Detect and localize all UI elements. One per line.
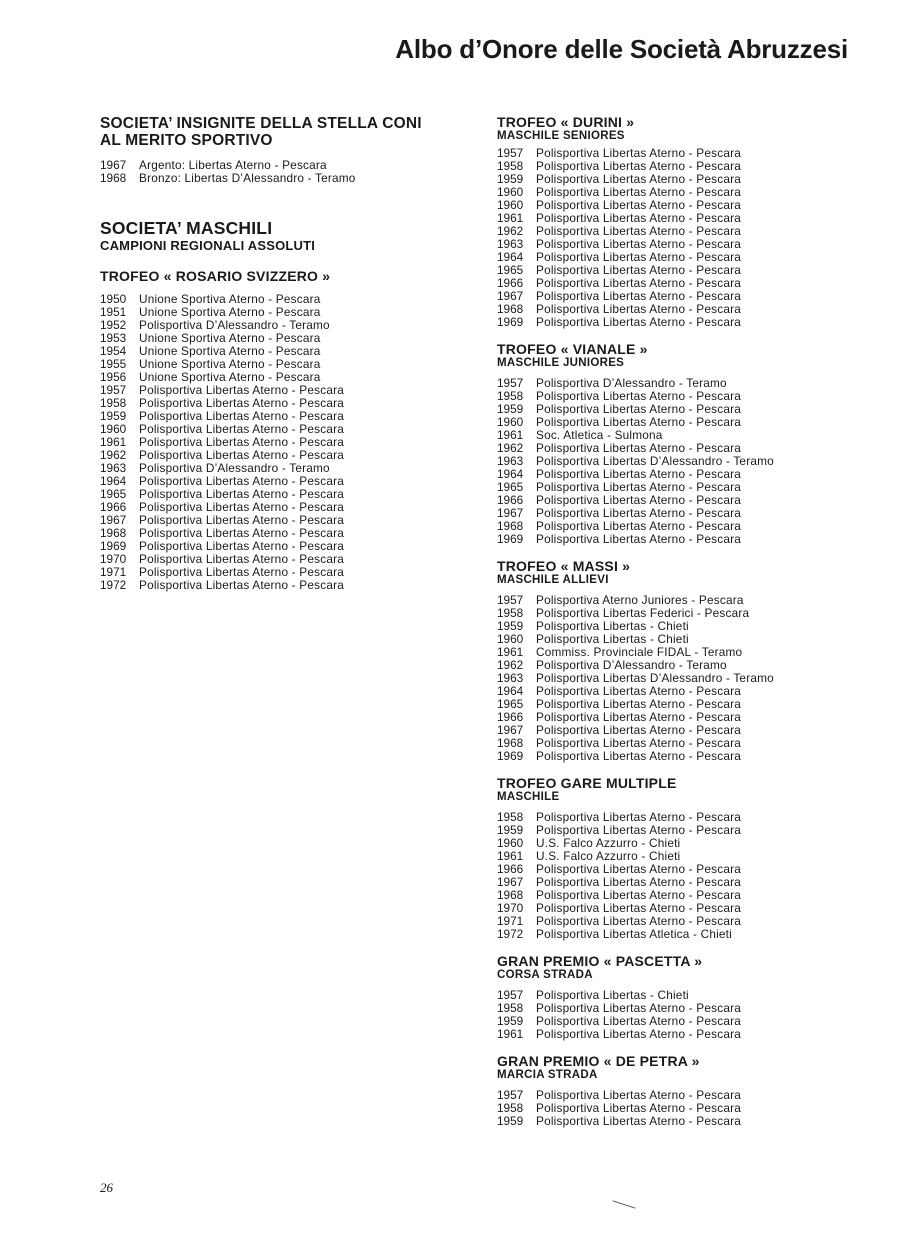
entry-year: 1950 bbox=[100, 292, 127, 306]
entry-year: 1955 bbox=[100, 357, 127, 371]
entry-text: Polisportiva Libertas Aterno - Pescara bbox=[536, 710, 741, 724]
entry-year: 1963 bbox=[497, 671, 524, 685]
entry-year: 1960 bbox=[497, 632, 524, 646]
section-subtitle: MASCHILE bbox=[497, 791, 560, 803]
entry-text: Polisportiva Libertas Aterno - Pescara bbox=[139, 396, 344, 410]
entry-year: 1961 bbox=[497, 849, 524, 863]
entry-year: 1963 bbox=[497, 454, 524, 468]
entry-text: Polisportiva Libertas Aterno - Pescara bbox=[536, 532, 741, 546]
entry-year: 1960 bbox=[497, 185, 524, 199]
entry-text: Polisportiva Libertas Aterno - Pescara bbox=[536, 159, 741, 173]
entry-text: Polisportiva Libertas Aterno - Pescara bbox=[536, 480, 741, 494]
entry-text: Polisportiva Libertas Aterno - Pescara bbox=[536, 1014, 741, 1028]
entry-year: 1965 bbox=[497, 263, 524, 277]
entry-year: 1965 bbox=[497, 480, 524, 494]
section-societa-maschili bbox=[100, 219, 460, 253]
section-stella-coni bbox=[100, 115, 460, 185]
entry-year: 1952 bbox=[100, 318, 127, 332]
section-title: GRAN PREMIO « DE PETRA » bbox=[497, 1053, 700, 1069]
list-item bbox=[100, 579, 460, 592]
section-subtitle: CAMPIONI REGIONALI ASSOLUTI bbox=[100, 238, 316, 253]
entry-text: Polisportiva Libertas Aterno - Pescara bbox=[536, 276, 741, 290]
entry-text: Polisportiva Libertas Aterno - Pescara bbox=[536, 146, 741, 160]
entry-text: Polisportiva Libertas Aterno - Pescara bbox=[536, 914, 741, 928]
list-item bbox=[497, 928, 837, 941]
section-trofeo-svizzero bbox=[100, 269, 460, 592]
entry-text: Polisportiva Libertas Aterno - Pescara bbox=[536, 224, 741, 238]
list-item bbox=[497, 316, 837, 329]
entry-text: Polisportiva Libertas Aterno - Pescara bbox=[536, 415, 741, 429]
section-gran-premio-pascetta bbox=[497, 954, 837, 1041]
entry-text: Polisportiva Libertas Aterno - Pescara bbox=[536, 875, 741, 889]
section-title: SOCIETA’ MASCHILI bbox=[100, 218, 273, 238]
entry-year: 1959 bbox=[497, 172, 524, 186]
entry-year: 1970 bbox=[497, 901, 524, 915]
entry-text: Polisportiva Libertas - Chieti bbox=[536, 632, 689, 646]
entry-year: 1971 bbox=[100, 565, 127, 579]
entry-year: 1957 bbox=[100, 383, 127, 397]
entry-year: 1967 bbox=[100, 158, 127, 172]
entry-text: U.S. Falco Azzurro - Chieti bbox=[536, 836, 681, 850]
entry-text: Polisportiva Libertas Aterno - Pescara bbox=[536, 749, 741, 763]
entry-text: Polisportiva Libertas Aterno - Pescara bbox=[536, 888, 741, 902]
entry-year: 1951 bbox=[100, 305, 127, 319]
entry-year: 1969 bbox=[497, 532, 524, 546]
entry-year: 1962 bbox=[497, 658, 524, 672]
entry-text: Polisportiva Libertas D’Alessandro - Teramo bbox=[536, 671, 774, 685]
entry-year: 1967 bbox=[497, 289, 524, 303]
entry-year: 1958 bbox=[497, 1001, 524, 1015]
entry-text: Polisportiva Libertas Aterno - Pescara bbox=[536, 823, 741, 837]
entry-text: Polisportiva Libertas Aterno - Pescara bbox=[536, 493, 741, 507]
entry-text: Polisportiva Libertas Aterno - Pescara bbox=[536, 289, 741, 303]
entry-text: Polisportiva Libertas Aterno - Pescara bbox=[139, 552, 344, 566]
section-trofeo-gare-multiple bbox=[497, 776, 837, 941]
entry-year: 1966 bbox=[497, 276, 524, 290]
entry-list bbox=[497, 811, 837, 941]
entry-year: 1968 bbox=[497, 519, 524, 533]
entry-text: Polisportiva D’Alessandro - Teramo bbox=[536, 658, 727, 672]
entry-text: Unione Sportiva Aterno - Pescara bbox=[139, 344, 321, 358]
entry-text: Polisportiva D’Alessandro - Teramo bbox=[139, 461, 330, 475]
entry-year: 1963 bbox=[100, 461, 127, 475]
section-subtitle: CORSA STRADA bbox=[497, 969, 593, 981]
entry-text: Unione Sportiva Aterno - Pescara bbox=[139, 305, 321, 319]
entry-year: 1964 bbox=[497, 684, 524, 698]
entry-year: 1960 bbox=[497, 836, 524, 850]
entry-text: Polisportiva Libertas Aterno - Pescara bbox=[536, 402, 741, 416]
entry-text: Polisportiva Libertas Aterno - Pescara bbox=[139, 500, 344, 514]
entry-year: 1967 bbox=[100, 513, 127, 527]
entry-text: Polisportiva Libertas Aterno - Pescara bbox=[536, 263, 741, 277]
entry-text: Polisportiva Libertas Aterno - Pescara bbox=[139, 565, 344, 579]
entry-text: Polisportiva Libertas Aterno - Pescara bbox=[139, 422, 344, 436]
entry-text: Bronzo: Libertas D’Alessandro - Teramo bbox=[139, 171, 356, 185]
entry-text: Argento: Libertas Aterno - Pescara bbox=[139, 158, 327, 172]
entry-year: 1958 bbox=[497, 810, 524, 824]
section-subtitle: MASCHILE JUNIORES bbox=[497, 357, 625, 369]
entry-year: 1957 bbox=[497, 593, 524, 607]
entry-year: 1967 bbox=[497, 723, 524, 737]
entry-year: 1958 bbox=[100, 396, 127, 410]
list-item bbox=[497, 1028, 837, 1041]
entry-year: 1961 bbox=[497, 211, 524, 225]
entry-text: Polisportiva Libertas Aterno - Pescara bbox=[536, 198, 741, 212]
entry-list bbox=[497, 1089, 837, 1128]
section-title: TROFEO « DURINI » bbox=[497, 114, 635, 130]
entry-text: Polisportiva D’Alessandro - Teramo bbox=[536, 376, 727, 390]
entry-text: Polisportiva Libertas Aterno - Pescara bbox=[536, 862, 741, 876]
entry-year: 1959 bbox=[497, 1114, 524, 1128]
entry-text: Polisportiva Libertas Aterno - Pescara bbox=[536, 211, 741, 225]
section-trofeo-massi bbox=[497, 559, 837, 763]
entry-text: Polisportiva Libertas Aterno - Pescara bbox=[139, 539, 344, 553]
entry-text: Polisportiva Libertas Aterno - Pescara bbox=[536, 684, 741, 698]
entry-text: Polisportiva Libertas Aterno - Pescara bbox=[536, 1088, 741, 1102]
entry-text: Polisportiva Libertas Atletica - Chieti bbox=[536, 927, 732, 941]
entry-year: 1972 bbox=[497, 927, 524, 941]
entry-text: Polisportiva Libertas Aterno - Pescara bbox=[536, 1101, 741, 1115]
entry-year: 1966 bbox=[497, 710, 524, 724]
entry-text: Soc. Atletica - Sulmona bbox=[536, 428, 663, 442]
entry-year: 1969 bbox=[497, 749, 524, 763]
entry-year: 1959 bbox=[100, 409, 127, 423]
page-title: Albo d’Onore delle Società Abruzzesi bbox=[395, 34, 848, 64]
entry-year: 1968 bbox=[100, 526, 127, 540]
entry-text: Unione Sportiva Aterno - Pescara bbox=[139, 292, 321, 306]
section-title-line2: AL MERITO SPORTIVO bbox=[100, 132, 273, 149]
entry-text: Polisportiva Libertas Aterno - Pescara bbox=[139, 578, 344, 592]
entry-text: Polisportiva Libertas Aterno - Pescara bbox=[139, 448, 344, 462]
entry-year: 1968 bbox=[497, 736, 524, 750]
entry-year: 1967 bbox=[497, 875, 524, 889]
entry-text: Polisportiva Aterno Juniores - Pescara bbox=[536, 593, 744, 607]
entry-text: Polisportiva Libertas Aterno - Pescara bbox=[139, 513, 344, 527]
entry-year: 1957 bbox=[497, 376, 524, 390]
entry-year: 1963 bbox=[497, 237, 524, 251]
entry-year: 1958 bbox=[497, 159, 524, 173]
entry-year: 1962 bbox=[497, 224, 524, 238]
section-title: TROFEO « VIANALE » bbox=[497, 341, 648, 357]
entry-year: 1960 bbox=[100, 422, 127, 436]
entry-text: Polisportiva Libertas Aterno - Pescara bbox=[536, 1027, 741, 1041]
entry-text: Polisportiva Libertas Aterno - Pescara bbox=[536, 315, 741, 329]
entry-year: 1968 bbox=[497, 302, 524, 316]
entry-year: 1969 bbox=[497, 315, 524, 329]
right-column bbox=[497, 115, 837, 1138]
entry-text: Polisportiva Libertas - Chieti bbox=[536, 619, 689, 633]
entry-list bbox=[497, 377, 837, 546]
entry-year: 1959 bbox=[497, 402, 524, 416]
entry-text: Polisportiva Libertas Aterno - Pescara bbox=[536, 1114, 741, 1128]
entry-list bbox=[100, 159, 460, 185]
entry-text: Polisportiva Libertas Aterno - Pescara bbox=[536, 810, 741, 824]
entry-year: 1968 bbox=[100, 171, 127, 185]
entry-text: Polisportiva Libertas Aterno - Pescara bbox=[536, 901, 741, 915]
section-trofeo-durini bbox=[497, 115, 837, 329]
entry-year: 1962 bbox=[100, 448, 127, 462]
entry-year: 1962 bbox=[497, 441, 524, 455]
page-number: 26 bbox=[100, 1180, 113, 1195]
entry-text: Polisportiva Libertas Aterno - Pescara bbox=[139, 487, 344, 501]
entry-text: Polisportiva Libertas Aterno - Pescara bbox=[536, 506, 741, 520]
entry-year: 1967 bbox=[497, 506, 524, 520]
entry-year: 1961 bbox=[100, 435, 127, 449]
entry-year: 1969 bbox=[100, 539, 127, 553]
entry-list bbox=[497, 147, 837, 329]
entry-text: Polisportiva Libertas Aterno - Pescara bbox=[536, 441, 741, 455]
entry-text: Polisportiva Libertas Aterno - Pescara bbox=[139, 383, 344, 397]
entry-year: 1966 bbox=[100, 500, 127, 514]
entry-year: 1957 bbox=[497, 146, 524, 160]
section-subtitle: MASCHILE ALLIEVI bbox=[497, 574, 609, 586]
entry-year: 1957 bbox=[497, 1088, 524, 1102]
entry-year: 1966 bbox=[497, 862, 524, 876]
entry-text: Polisportiva Libertas - Chieti bbox=[536, 988, 689, 1002]
entry-text: Polisportiva Libertas Aterno - Pescara bbox=[536, 1001, 741, 1015]
section-title: TROFEO GARE MULTIPLE bbox=[497, 775, 677, 791]
list-item bbox=[497, 533, 837, 546]
entry-text: Polisportiva Libertas Aterno - Pescara bbox=[139, 435, 344, 449]
entry-year: 1953 bbox=[100, 331, 127, 345]
entry-year: 1960 bbox=[497, 198, 524, 212]
entry-text: Polisportiva Libertas Aterno - Pescara bbox=[139, 474, 344, 488]
entry-text: Polisportiva Libertas Aterno - Pescara bbox=[536, 519, 741, 533]
entry-text: Polisportiva Libertas Federici - Pescara bbox=[536, 606, 750, 620]
entry-year: 1959 bbox=[497, 1014, 524, 1028]
entry-year: 1964 bbox=[497, 467, 524, 481]
list-item bbox=[497, 1115, 837, 1128]
section-trofeo-vianale bbox=[497, 342, 837, 546]
entry-text: Polisportiva Libertas Aterno - Pescara bbox=[536, 172, 741, 186]
entry-year: 1958 bbox=[497, 389, 524, 403]
entry-year: 1958 bbox=[497, 1101, 524, 1115]
list-item bbox=[497, 750, 837, 763]
section-title: TROFEO « ROSARIO SVIZZERO » bbox=[100, 268, 331, 284]
entry-year: 1957 bbox=[497, 988, 524, 1002]
entry-text: Unione Sportiva Aterno - Pescara bbox=[139, 357, 321, 371]
entry-year: 1970 bbox=[100, 552, 127, 566]
entry-text: Polisportiva Libertas Aterno - Pescara bbox=[536, 250, 741, 264]
section-subtitle: MASCHILE SENIORES bbox=[497, 130, 625, 142]
list-item bbox=[100, 172, 460, 185]
entry-text: Polisportiva Libertas Aterno - Pescara bbox=[536, 237, 741, 251]
entry-list bbox=[497, 594, 837, 763]
entry-year: 1961 bbox=[497, 1027, 524, 1041]
entry-text: Polisportiva Libertas D’Alessandro - Teramo bbox=[536, 454, 774, 468]
entry-text: U.S. Falco Azzurro - Chieti bbox=[536, 849, 681, 863]
entry-year: 1968 bbox=[497, 888, 524, 902]
entry-text: Commiss. Provinciale FIDAL - Teramo bbox=[536, 645, 743, 659]
entry-year: 1961 bbox=[497, 428, 524, 442]
entry-text: Polisportiva Libertas Aterno - Pescara bbox=[536, 389, 741, 403]
entry-year: 1959 bbox=[497, 823, 524, 837]
entry-text: Polisportiva Libertas Aterno - Pescara bbox=[139, 526, 344, 540]
section-subtitle: MARCIA STRADA bbox=[497, 1069, 598, 1081]
section-title: SOCIETA’ INSIGNITE DELLA STELLA CONI bbox=[100, 115, 422, 132]
entry-list bbox=[100, 293, 460, 592]
entry-text: Polisportiva Libertas Aterno - Pescara bbox=[139, 409, 344, 423]
entry-text: Polisportiva Libertas Aterno - Pescara bbox=[536, 697, 741, 711]
entry-year: 1958 bbox=[497, 606, 524, 620]
entry-year: 1960 bbox=[497, 415, 524, 429]
section-title: GRAN PREMIO « PASCETTA » bbox=[497, 953, 703, 969]
entry-year: 1964 bbox=[100, 474, 127, 488]
entry-year: 1956 bbox=[100, 370, 127, 384]
entry-text: Unione Sportiva Aterno - Pescara bbox=[139, 331, 321, 345]
entry-year: 1971 bbox=[497, 914, 524, 928]
entry-text: Polisportiva Libertas Aterno - Pescara bbox=[536, 185, 741, 199]
entry-year: 1964 bbox=[497, 250, 524, 264]
entry-text: Polisportiva Libertas Aterno - Pescara bbox=[536, 467, 741, 481]
entry-year: 1972 bbox=[100, 578, 127, 592]
left-column bbox=[100, 115, 460, 602]
entry-year: 1966 bbox=[497, 493, 524, 507]
entry-text: Unione Sportiva Aterno - Pescara bbox=[139, 370, 321, 384]
section-title: TROFEO « MASSI » bbox=[497, 558, 631, 574]
entry-text: Polisportiva Libertas Aterno - Pescara bbox=[536, 723, 741, 737]
entry-text: Polisportiva Libertas Aterno - Pescara bbox=[536, 736, 741, 750]
entry-list bbox=[497, 989, 837, 1041]
entry-text: Polisportiva D’Alessandro - Teramo bbox=[139, 318, 330, 332]
entry-year: 1965 bbox=[497, 697, 524, 711]
entry-year: 1954 bbox=[100, 344, 127, 358]
scan-mark bbox=[612, 1200, 635, 1208]
entry-year: 1959 bbox=[497, 619, 524, 633]
entry-year: 1961 bbox=[497, 645, 524, 659]
entry-year: 1965 bbox=[100, 487, 127, 501]
entry-text: Polisportiva Libertas Aterno - Pescara bbox=[536, 302, 741, 316]
section-gran-premio-de-petra bbox=[497, 1054, 837, 1128]
